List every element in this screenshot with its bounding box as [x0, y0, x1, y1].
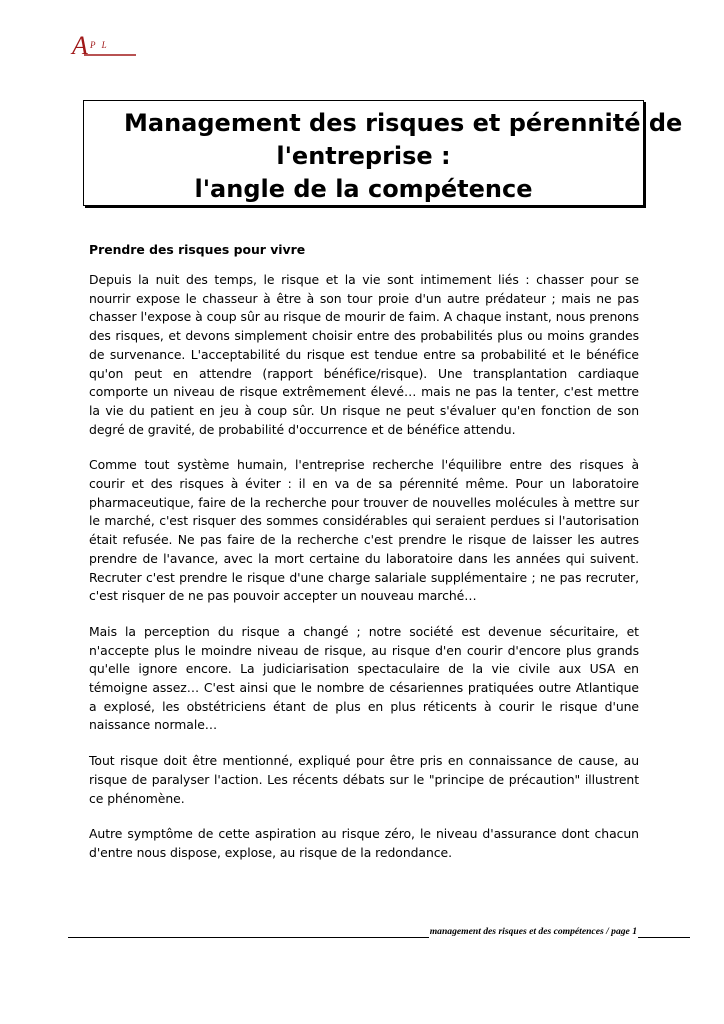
document-body [89, 240, 639, 880]
logo-letter: A [72, 31, 88, 60]
title-line-3: l'angle de la compétence [194, 175, 533, 203]
paragraph: Comme tout système humain, l'entreprise recherche l'équilibre entre des risques à courir et des risques à éviter : il en va de sa pérennité même. Pour un laboratoire pharmaceutique, faire de la recherche pour trouver de nouvelles molécules à mettre sur le marché, c'est risquer des sommes considérables qui seraient perdues si l'autorisation était refusée. Ne pas faire de la recherche c'est prendre le risque de laisser les autres prendre de l'avance, avec la mort certaine du laboratoire dans les années qui suivent. Recruter c'est prendre le risque d'une charge salariale supplémentaire ; ne pas recruter, c'est risquer de ne pas pouvoir accepter un nouveau marché… [89, 457, 639, 604]
paragraph: Tout risque doit être mentionné, expliqué pour être pris en connaissance de cause, au risque de paralyser l'action. Les récents débats sur le "principe de précaution" illustrent ce phénomène. [89, 753, 639, 806]
section-heading: Prendre des risques pour vivre [89, 242, 306, 257]
title-line-2: l'entreprise : [276, 142, 451, 170]
apl-logo-mark [70, 30, 140, 66]
footer-rule-right [638, 927, 690, 938]
title-box [83, 100, 683, 206]
paragraph: Mais la perception du risque a changé ; notre société est devenue sécuritaire, et n'accepte plus le moindre niveau de risque, au risque d'en courir d'encore plus grands qu'elle ignore encore. La judiciarisation spectaculaire de la vie civile aux USA en témoigne assez… C'est ainsi que le nombre de césariennes pratiquées outre Atlantique a explosé, les obstétriciens étant de plus en plus réticents à courir le risque d'une naissance normale… [89, 623, 639, 733]
apl-logo [70, 30, 140, 66]
title-line-1: Management des risques et pérennité de [124, 109, 683, 137]
page-footer [68, 926, 690, 938]
footer-text: management des risques et des compétences / page 1 [429, 926, 637, 937]
paragraph: Depuis la nuit des temps, le risque et la vie sont intimement liés : chasser pour se nourrir expose le chasseur à être à son tour proie d'un autre prédateur ; mais ne pas chasser l'expose à coup sûr au risque de mourir de faim. A chaque instant, nous prenons des risques, et devons simplement choisir entre des probabilités plus ou moins grandes de survenance. L'acceptabilité du risque est tendue entre sa probabilité et le bénéfice qu'on peut en attendre (rapport bénéfice/risque). Une transplantation cardiaque comporte un niveau de risque extrêmement élevé… mais ne pas la tenter, c'est mettre la vie du patient en jeu à coup sûr. Un risque ne peut s'évaluer qu'en fonction de son degré de gravité, de probabilité d'occurrence et de bénéfice attendu. [89, 272, 639, 437]
logo-rest: P L [90, 40, 109, 50]
footer-rule-left [68, 927, 429, 938]
paragraph: Autre symptôme de cette aspiration au risque zéro, le niveau d'assurance dont chacun d'entre nous dispose, explose, au risque de la redondance. [89, 826, 639, 860]
